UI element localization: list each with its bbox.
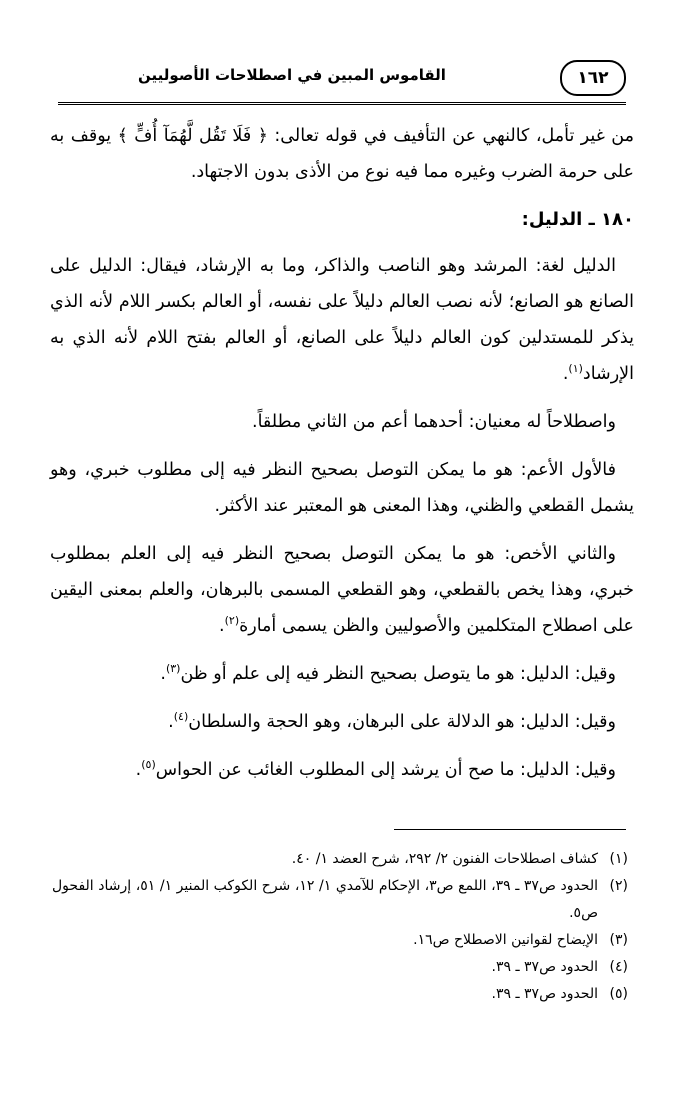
p4-text: والثاني الأخص: هو ما يمكن التوصل بصحيح النظر فيه إلى العلم بمطلوب خبري، وهذا يخص بالقطعي، وهو القطعي المسمى بالبرهان، والعلم بمعنى اليقين على اصطلاح المتكلمين والأصوليين والظن يسمى أمارة (50, 544, 634, 636)
p7-end: . (135, 760, 142, 780)
entry-heading: ١٨٠ ـ الدليل: (521, 209, 634, 230)
footnote-ref-1[interactable]: (١) (568, 362, 583, 376)
page-number: ١٦٢ (560, 60, 626, 96)
footnote (52, 927, 628, 954)
p1-text: الدليل لغة: المرشد وهو الناصب والذاكر، وما به الإرشاد، فيقال: الدليل على الصانع هو الصانع؛ لأنه نصب العالم دليلاً على نفسه، أو العالم بكسر اللام لأنه الذي يذكر للمستدلين كون العالم دليلاً على الصانع، أو العالم بفتح اللام لأنه الذي به الإرشاد (50, 256, 634, 384)
footnote-ref-3[interactable]: (٣) (165, 662, 181, 676)
definition-paragraph-4 (50, 536, 634, 644)
footnote-number: (٣) (609, 932, 628, 948)
footnote-ref-5[interactable]: (٥) (141, 758, 156, 772)
running-header (58, 58, 626, 105)
p1-end: . (562, 364, 569, 384)
definition-paragraph-6 (50, 704, 634, 740)
footnote (52, 981, 628, 1008)
p4-end: . (219, 616, 225, 636)
footnote-number: (١) (609, 851, 628, 867)
quran-quote: ﴿ فَلَا تَقُل لَّهُمَآ أُفٍّ ﴾ (117, 126, 268, 146)
main-text (50, 118, 634, 800)
p7-text: وقيل: الدليل: ما صح أن يرشد إلى المطلوب الغائب عن الحواس (155, 760, 616, 780)
footnote (52, 846, 628, 873)
footnote-number: (٥) (609, 986, 628, 1002)
footnote-ref-4[interactable]: (٤) (173, 710, 189, 724)
footnote-text: الإيضاح لقوانين الاصطلاح ص١٦. (413, 932, 598, 948)
definition-paragraph-3: فالأول الأعم: هو ما يمكن التوصل بصحيح النظر فيه إلى مطلوب خبري، وهو يشمل القطعي والظني، وهذا المعنى هو المعتبر عند الأكثر. (50, 460, 634, 516)
definition-paragraph-7 (50, 752, 634, 788)
intro-line2: به على حرمة الضرب وغيره مما فيه نوع من الأذى بدون الاجتهاد. (50, 126, 634, 182)
p5-end: . (160, 664, 166, 684)
footnote-text: الحدود ص٣٧ ـ ٣٩، اللمع ص٣، الإحكام للآمدي ١/ ١٢، شرح الكوكب المنير ١/ ٥١، إرشاد الفحول ص٥. (52, 878, 598, 921)
footnotes (52, 846, 628, 1008)
footnote (52, 873, 628, 927)
footnote-ref-2[interactable]: (٢) (224, 614, 240, 628)
intro-paragraph (50, 118, 634, 190)
intro-line1-b: يوقف (70, 126, 118, 146)
footnote-separator (394, 829, 626, 830)
footnote-text: الحدود ص٣٧ ـ ٣٩. (491, 959, 598, 975)
p6-text: وقيل: الدليل: هو الدلالة على البرهان، وهو الحجة والسلطان (188, 712, 616, 732)
footnote (52, 954, 628, 981)
footnote-text: الحدود ص٣٧ ـ ٣٩. (491, 986, 598, 1002)
footnote-number: (٢) (609, 878, 628, 894)
p5-text: وقيل: الدليل: هو ما يتوصل بصحيح النظر فيه إلى علم أو ظن (180, 664, 616, 684)
footnote-number: (٤) (609, 959, 628, 975)
running-title: القاموس المبين في اصطلاحات الأصوليين (138, 66, 446, 84)
footnote-text: كشاف اصطلاحات الفنون ٢/ ٢٩٢، شرح العضد ١/ ٤٠. (291, 851, 598, 867)
p6-end: . (168, 712, 174, 732)
definition-paragraph-5 (50, 656, 634, 692)
intro-line1-a: من غير تأمل، كالنهي عن التأفيف في قوله تعالى: (267, 126, 634, 146)
definition-paragraph-1 (50, 248, 634, 392)
definition-paragraph-2: واصطلاحاً له معنيان: أحدهما أعم من الثاني مطلقاً. (252, 412, 616, 432)
